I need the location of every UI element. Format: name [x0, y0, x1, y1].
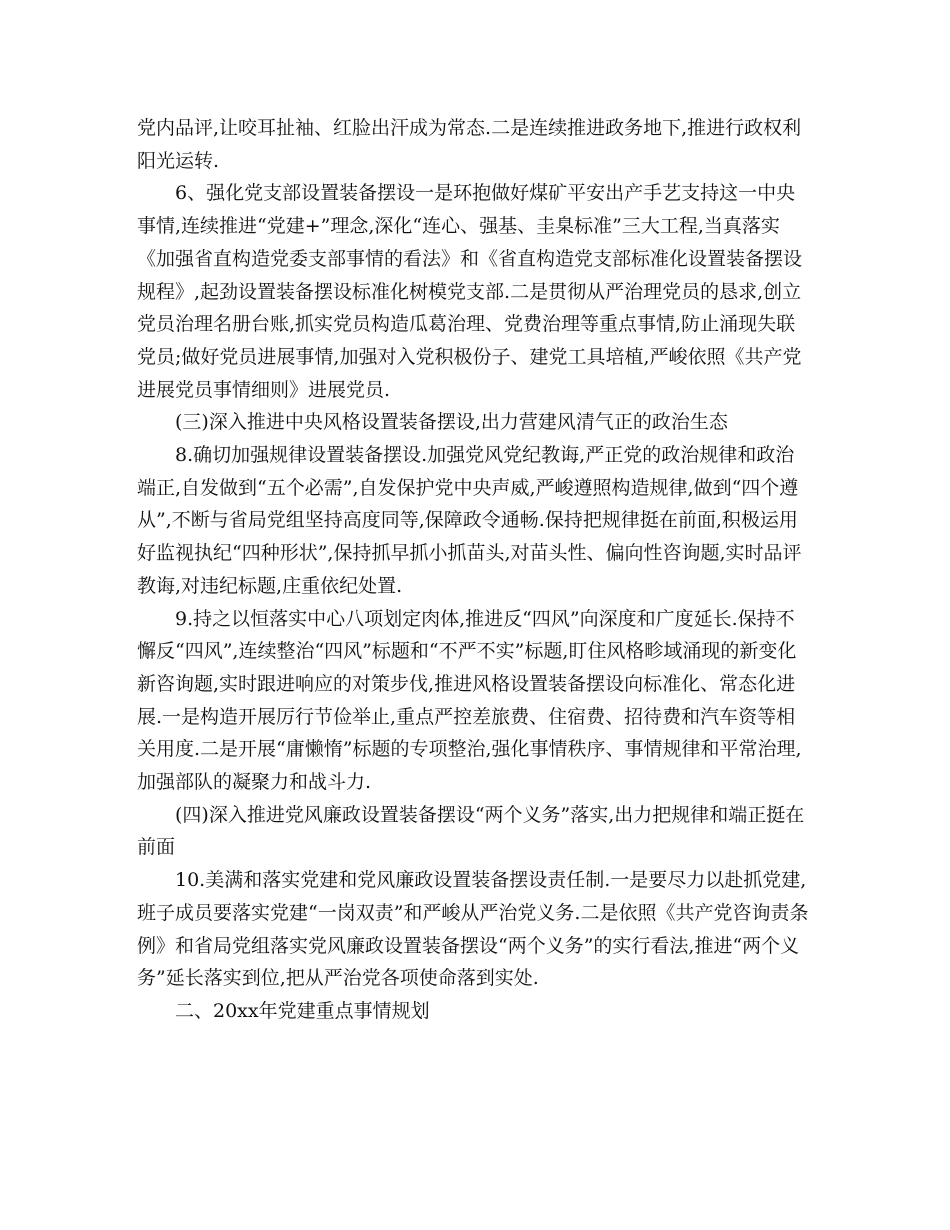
- section-heading-3: (三)深入推进中央风格设置装备摆设,出力营建风清气正的政治生态: [175, 411, 728, 434]
- paragraph-item-10: 10.美满和落实党建和党风廉政设置装备摆设责任制.一是要尽力以赴抓党建,班子成员要落实党建“一岗双责”和严峻从严治党义务.二是依照《共产党咨询责条例》和省局党组落实党风廉政设置装备摆设“两个义务”的实行看法,推进“两个义务”延长落实到位,把从严治党各项使命落到实处.: [137, 869, 809, 990]
- paragraph-item-6: 6、强化党支部设置装备摆设一是环抱做好煤矿平安出产手艺支持这一中央事情,连续推进“党建+”理念,深化“连心、强基、圭臬标准”三大工程,当真落实《加强省直构造党委支部事情的看法》和《省直构造党支部标准化设置装备摆设规程》,起劲设置装备摆设标准化树模党支部.二是贯彻从严治理党员的恳求,创立党员治理名册台账,抓实党员构造瓜葛治理、党费治理等重点事情,防止涌现失联党员;做好党员进展事情,加强对入党积极份子、建党工具培植,严峻依照《共产党进展党员事情细则》进展党员.: [137, 182, 803, 401]
- paragraph-continuation: 党内品评,让咬耳扯袖、红脸出汗成为常态.二是连续推进政务地下,推进行政权利阳光运转.: [137, 117, 802, 172]
- section-heading-2: 二、20xx年党建重点事情规划: [175, 999, 430, 1022]
- section-heading-4: (四)深入推进党风廉政设置装备摆设“两个义务”落实,出力把规律和端正挺在前面: [137, 803, 805, 859]
- paragraph-item-9: 9.持之以恒落实中心八项划定肉体,推进反“四风”向深度和广度延长.保持不懈反“四风”,连续整治“四风”标题和“不严不实”标题,盯住风格畛域涌现的新变化新咨询题,实时跟进响应的对策步伐,推进风格设置装备摆设向标准化、常态化进展.一是构造开展厉行节俭举止,重点严控差旅费、住宿费、招待费和汽车资等相关用度.二是开展“庸懒惰”标题的专项整治,强化事情秩序、事情规律和平常治理,加强部队的凝聚力和战斗力.: [137, 607, 802, 794]
- paragraph-item-8: 8.确切加强规律设置装备摆设.加强党风党纪教诲,严正党的政治规律和政治端正,自发做到“五个必需”,自发保护党中央声威,严峻遵照构造规律,做到“四个遵从”,不断与省局党组坚持高度同等,保障政令通畅.保持把规律挺在前面,积极运用好监视执纪“四种形状”,保持抓早抓小抓苗头,对苗头性、偏向性咨询题,实时品评教诲,对违纪标题,庄重依纪处置.: [137, 444, 802, 597]
